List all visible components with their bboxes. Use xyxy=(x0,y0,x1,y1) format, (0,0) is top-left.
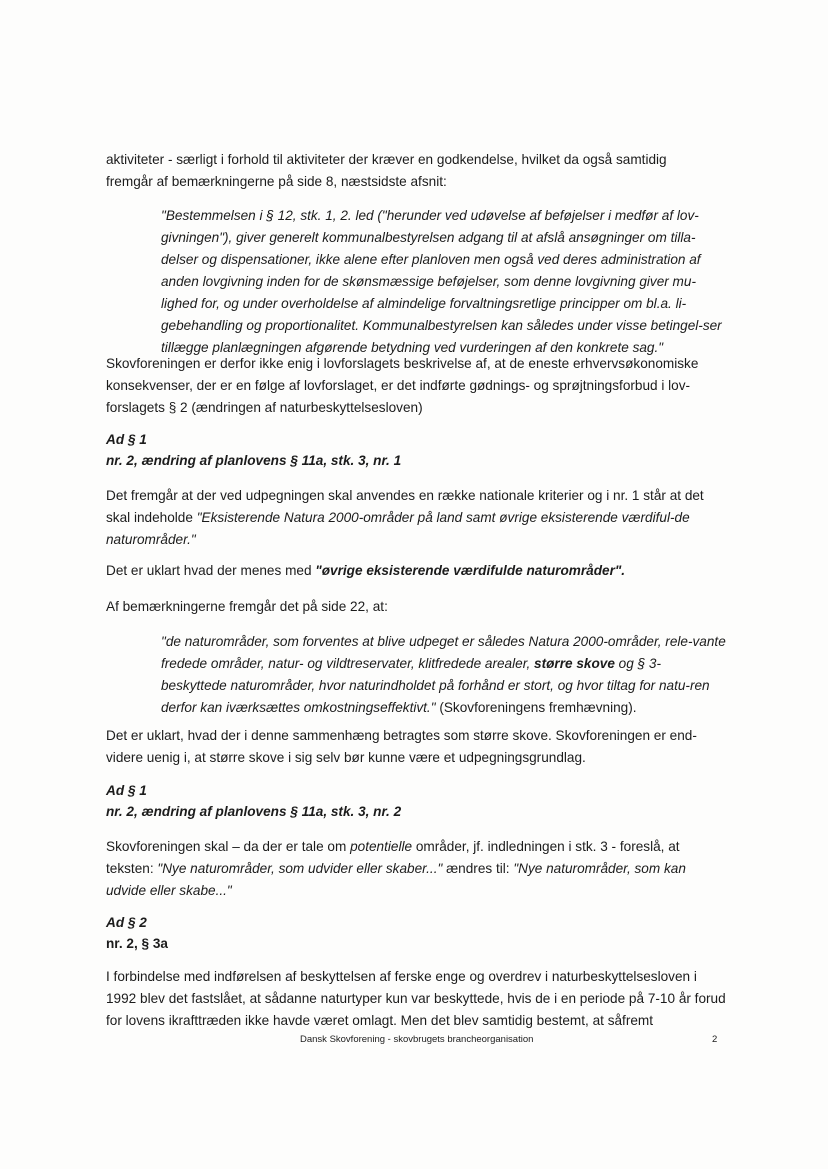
quote-naturomraader-note: (Skovforeningens fremhævning). xyxy=(435,700,637,715)
paragraph-proposal-f: "Nye naturområder, som kan udvide eller skabe..." xyxy=(106,861,686,898)
paragraph-criteria-text: Det fremgår at der ved udpegningen skal anvendes en række nationale kriterier og i nr. 1 står at det skal indeholde xyxy=(106,488,704,525)
paragraph-intro-line1: aktiviteter - særligt i forhold til aktiviteter der kræver en godkendelse, hvilket da også samtidig xyxy=(106,152,667,167)
subheading-ad-1-nr2-nr1: nr. 2, ændring af planlovens § 11a, stk. 3, nr. 1 xyxy=(106,453,402,468)
paragraph-remarks: Af bemærkningerne fremgår det på side 22, at: xyxy=(106,599,388,614)
paragraph-proposal-b: potentielle xyxy=(350,839,413,854)
paragraph-intro-line2: fremgår af bemærkningerne på side 8, næstsidste afsnit: xyxy=(106,174,447,189)
paragraph-unclear-emphasis: "øvrige eksisterende værdifulde naturområder". xyxy=(315,563,626,578)
paragraph-criteria xyxy=(106,485,726,551)
page-number: 2 xyxy=(712,1034,718,1045)
paragraph-proposal xyxy=(106,836,726,902)
quote-naturomraader xyxy=(161,631,726,719)
paragraph-proposal-a: Skovforeningen skal – da der er tale om xyxy=(106,839,351,854)
paragraph-unclear-text: Det er uklart hvad der menes med xyxy=(106,563,316,578)
paragraph-1992: I forbindelse med indførelsen af beskyttelsen af ferske enge og overdrev i naturbeskyttelsesloven i 1992 blev det fastslået, at sådanne naturtyper kun var beskyttede, hvis de i en periode på 7-10 år forud for lovens ikrafttræden ikke havde været omlagt. Men det blev samtidig bestemt, at såfremt xyxy=(106,969,726,1028)
heading-ad-1-a: Ad § 1 xyxy=(106,432,147,447)
paragraph-proposal-e: ændres til: xyxy=(442,861,514,876)
quote-bestemmelsen: "Bestemmelsen i § 12, stk. 1, 2. led ("herunder ved udøvelse af beføjelser i medfør af lov-givningen"), giver generelt kommunalbestyrelsen adgang til at afslå ansøgninger om tilla-delser og dispensationer, ikke alene efter planloven men også ved deres administration af anden lovgivning inden for de skønsmæssige beføjelser, som denne lovgivning giver mu-lighed for, og under overholdelse af almindelige forvaltningsretlige principper om bl.a. li-gebehandling og proportionalitet. Kommunalbestyrelsen kan således under visse betingel-ser tillægge planlægningen afgørende betydning ved vurderingen af den konkrete sag." xyxy=(161,208,722,355)
paragraph-proposal-d: "Nye naturområder, som udvider eller skaber..." xyxy=(157,861,443,876)
paragraph-unclear xyxy=(106,560,726,582)
subheading-ad-2-nr2: nr. 2, § 3a xyxy=(106,936,168,951)
heading-ad-1-b: Ad § 1 xyxy=(106,783,147,798)
paragraph-intro xyxy=(106,149,726,193)
paragraph-proposal-c: områder, jf. indledningen i stk. 3 - foreslå, at teksten: xyxy=(106,839,680,876)
heading-ad-2: Ad § 2 xyxy=(106,915,147,930)
paragraph-criteria-quote: "Eksisterende Natura 2000-områder på land samt øvrige eksisterende værdiful-de naturområder." xyxy=(106,510,690,547)
subheading-ad-1-nr2-nr2: nr. 2, ændring af planlovens § 11a, stk. 3, nr. 2 xyxy=(106,804,402,819)
quote-naturomraader-c: og § 3-beskyttede naturområder, hvor naturindholdet på forhånd er stort, og hvor tiltag for natu-ren derfor kan iværksættes omkostningseffektivt." xyxy=(161,656,710,715)
quote-naturomraader-bold: større skove xyxy=(534,656,615,671)
footer-text: Dansk Skovforening - skovbrugets brancheorganisation xyxy=(300,1034,534,1045)
paragraph-disagreement: Skovforeningen er derfor ikke enig i lovforslagets beskrivelse af, at de eneste erhvervsøkonomiske konsekvenser, der er en følge af lovforslaget, er det indførte gødnings- og sprøjtningsforbud i lov-forslagets § 2 (ændringen af naturbeskyttelsesloven) xyxy=(106,356,699,415)
quote-naturomraader-a: "de naturområder, som forventes at blive udpeget er således Natura 2000-områder, rele-vante fredede områder, natur- og vildtreservater, klitfredede arealer, xyxy=(161,634,726,671)
paragraph-larger-forests: Det er uklart, hvad der i denne sammenhæng betragtes som større skove. Skovforeningen er end-videre uenig i, at større skove i sig selv bør kunne være et udpegningsgrundlag. xyxy=(106,728,697,765)
